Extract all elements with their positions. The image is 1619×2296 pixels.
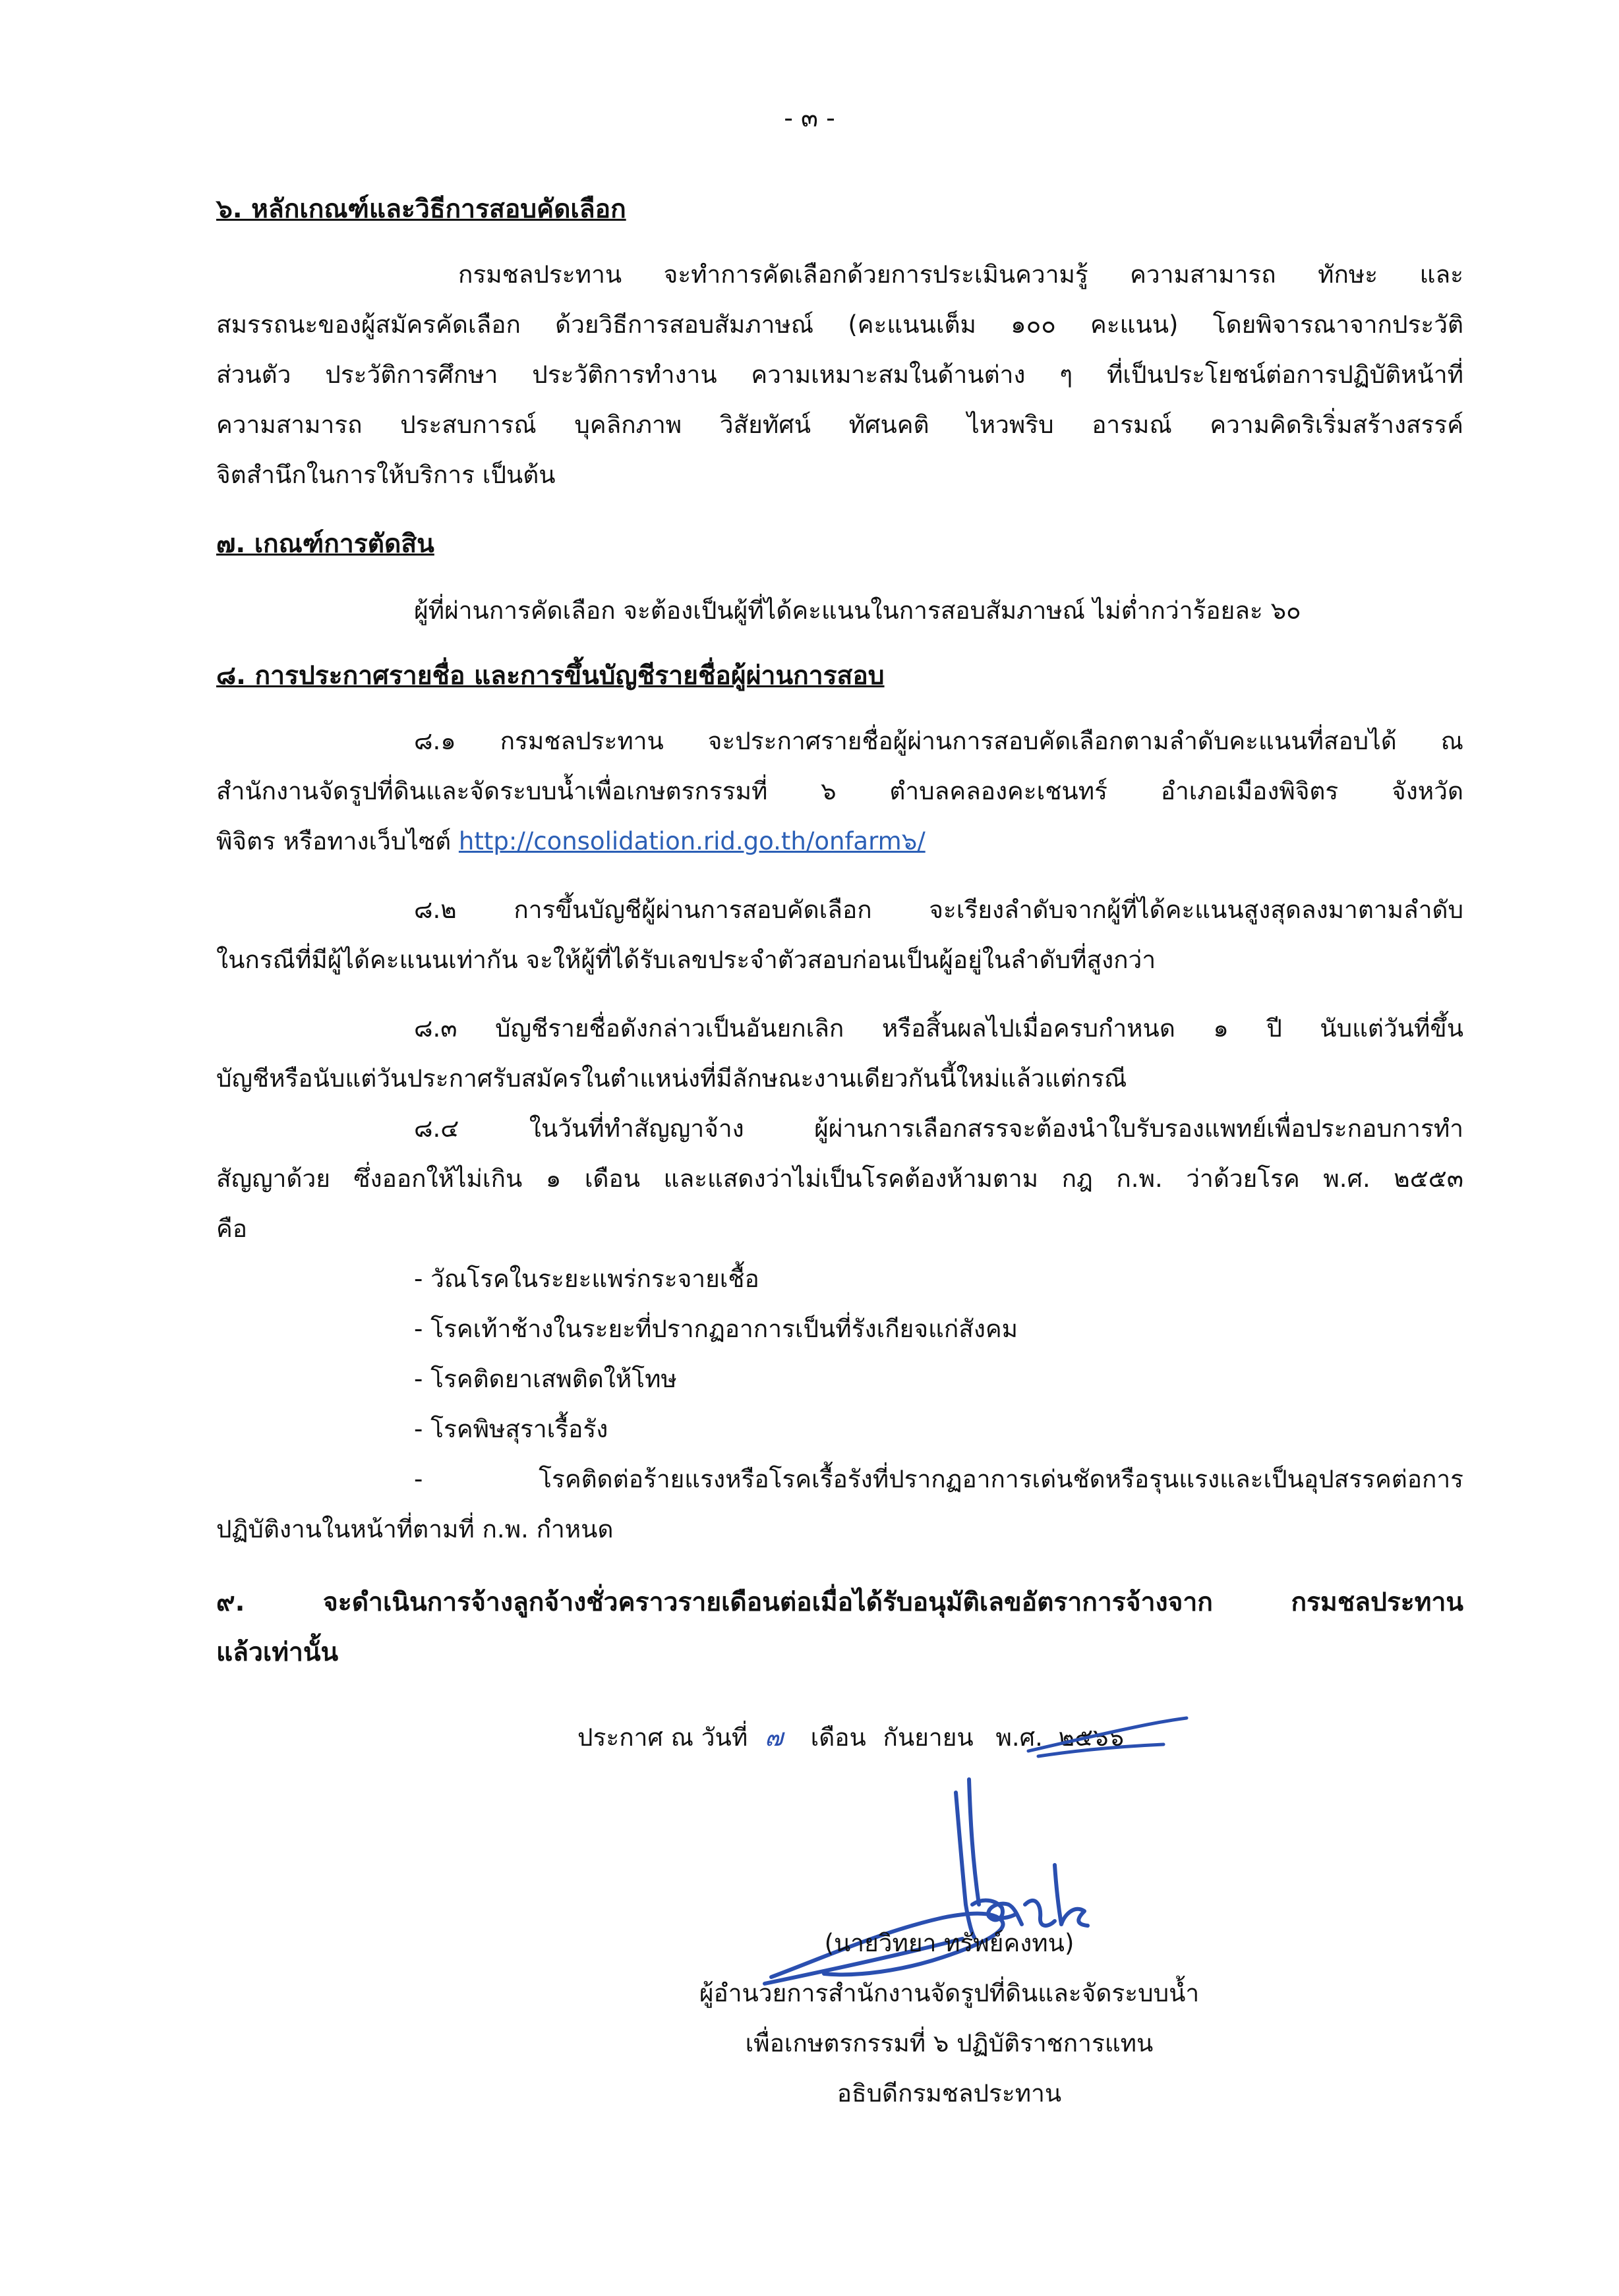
para-8-1-line-3-text: พิจิตร หรือทางเว็บไซต์	[216, 827, 459, 855]
section-7-line: ผู้ที่ผ่านการคัดเลือก จะต้องเป็นผู้ที่ได้คะแนนในการสอบสัมภาษณ์ ไม่ต่ำกว่าร้อยละ ๖๐	[414, 596, 1301, 625]
para-8-1-line-1: ๘.๑ กรมชลประทาน จะประกาศรายชื่อผู้ผ่านการสอบคัดเลือกตามลำดับคะแนนที่สอบได้ ณ	[414, 727, 1463, 755]
para-8-4-line-2: สัญญาด้วย ซึ่งออกให้ไม่เกิน ๑ เดือน และแสดงว่าไม่เป็นโรคต้องห้ามตาม กฎ ก.พ. ว่าด้วยโรค พ.ศ. ๒๕๕๓	[216, 1164, 1463, 1193]
section-9-line-1: ๙. จะดำเนินการจ้างลูกจ้างชั่วคราวรายเดือนต่อเมื่อได้รับอนุมัติเลขอัตราการจ้างจาก กรมชลประทาน	[216, 1588, 1463, 1617]
section-6-line-2: สมรรถนะของผู้สมัครคัดเลือก ด้วยวิธีการสอบสัมภาษณ์ (คะแนนเต็ม ๑๐๐ คะแนน) โดยพิจารณาจากประวัติ	[216, 310, 1463, 339]
section-7-heading: ๗. เกณฑ์การตัดสิน	[216, 529, 434, 559]
disease-item: - วัณโรคในระยะแพร่กระจายเชื้อ	[414, 1265, 759, 1293]
section-6-heading: ๖. หลักเกณฑ์และวิธีการสอบคัดเลือก	[216, 194, 626, 224]
announcement-prefix: ประกาศ ณ วันที่	[577, 1723, 748, 1752]
signatory-position-3: อธิบดีกรมชลประทาน	[837, 2079, 1062, 2108]
para-8-3-line-2: บัญชีหรือนับแต่วันประกาศรับสมัครในตำแหน่งที่มีลักษณะงานเดียวกันนี้ใหม่แล้วแต่กรณี	[216, 1064, 1127, 1093]
signature-stroke	[969, 1779, 979, 1905]
announcement-month: กันยายน	[883, 1723, 974, 1752]
para-8-1-line-3	[216, 829, 926, 853]
section-6-line-3: ส่วนตัว ประวัติการศึกษา ประวัติการทำงาน ความเหมาะสมในด้านต่าง ๆ ที่เป็นประโยชน์ต่อการปฏิบัติหน้าที่	[216, 360, 1463, 389]
announcement-day: ๗	[764, 1723, 783, 1752]
para-8-2-line-2: ในกรณีที่มีผู้ได้คะแนนเท่ากัน จะให้ผู้ที่ได้รับเลขประจำตัวสอบก่อนเป็นผู้อยู่ในลำดับที่สูงกว่า	[216, 946, 1156, 974]
disease-item-last-line-2: ปฏิบัติงานในหน้าที่ตามที่ ก.พ. กำหนด	[216, 1515, 614, 1543]
signatory-position-1: ผู้อำนวยการสำนักงานจัดรูปที่ดินและจัดระบบน้ำ	[699, 1979, 1200, 2007]
para-8-1-line-2: สำนักงานจัดรูปที่ดินและจัดระบบน้ำเพื่อเกษตรกรรมที่ ๖ ตำบลคลองคะเชนทร์ อำเภอเมืองพิจิตร จังหวัด	[216, 777, 1463, 805]
disease-item: - โรคติดยาเสพติดให้โทษ	[414, 1365, 677, 1393]
signature-stroke	[1055, 1865, 1088, 1926]
year-annotation-scribble	[1022, 1710, 1193, 1763]
announcement-year: ๒๕๖๖	[1058, 1723, 1124, 1752]
section-6-line-1: กรมชลประทาน จะทำการคัดเลือกด้วยการประเมินความรู้ ความสามารถ ทักษะ และ	[458, 260, 1463, 289]
disease-item-last-line-1: - โรคติดต่อร้ายแรงหรือโรคเรื้อรังที่ปรากฏอาการเด่นชัดหรือรุนแรงและเป็นอุปสรรคต่อการ	[414, 1465, 1463, 1493]
announcement-year-label: พ.ศ.	[995, 1723, 1043, 1752]
para-8-4-line-3: คือ	[216, 1215, 247, 1243]
website-link[interactable]: http://consolidation.rid.go.th/onfarm๖/	[458, 827, 926, 855]
signature-stroke	[1038, 1744, 1163, 1756]
announcement-month-label: เดือน	[810, 1723, 866, 1752]
signatory-position-2: เพื่อเกษตรกรรมที่ ๖ ปฏิบัติราชการแทน	[745, 2029, 1154, 2057]
signature-stroke	[1025, 1901, 1055, 1926]
disease-item: - โรคเท้าช้างในระยะที่ปรากฏอาการเป็นที่รังเกียจแก่สังคม	[414, 1315, 1018, 1343]
disease-item: - โรคพิษสุราเรื้อรัง	[414, 1415, 608, 1443]
para-8-4-line-1: ๘.๔ ในวันที่ทำสัญญาจ้าง ผู้ผ่านการเลือกสรรจะต้องนำใบรับรองแพทย์เพื่อประกอบการทำ	[414, 1114, 1463, 1143]
section-8-heading: ๘. การประกาศรายชื่อ และการขึ้นบัญชีรายชื่อผู้ผ่านการสอบ	[216, 661, 885, 691]
page-number: - ๓ -	[784, 103, 835, 132]
section-6-line-5: จิตสำนึกในการให้บริการ เป็นต้น	[216, 461, 556, 489]
section-9-line-2: แล้วเท่านั้น	[216, 1638, 339, 1667]
para-8-3-line-1: ๘.๓ บัญชีรายชื่อดังกล่าวเป็นอันยกเลิก หรือสิ้นผลไปเมื่อครบกำหนด ๑ ปี นับแต่วันที่ขึ้น	[414, 1014, 1463, 1043]
signatory-name: (นายวิทยา ทรัพย์คงทน)	[824, 1929, 1074, 1957]
section-6-line-4: ความสามารถ ประสบการณ์ บุคลิกภาพ วิสัยทัศน์ ทัศนคติ ไหวพริบ อารมณ์ ความคิดริเริ่มสร้างสรรค์	[216, 411, 1463, 439]
para-8-2-line-1: ๘.๒ การขึ้นบัญชีผู้ผ่านการสอบคัดเลือก จะเรียงลำดับจากผู้ที่ได้คะแนนสูงสุดลงมาตามลำดับ	[414, 896, 1463, 924]
